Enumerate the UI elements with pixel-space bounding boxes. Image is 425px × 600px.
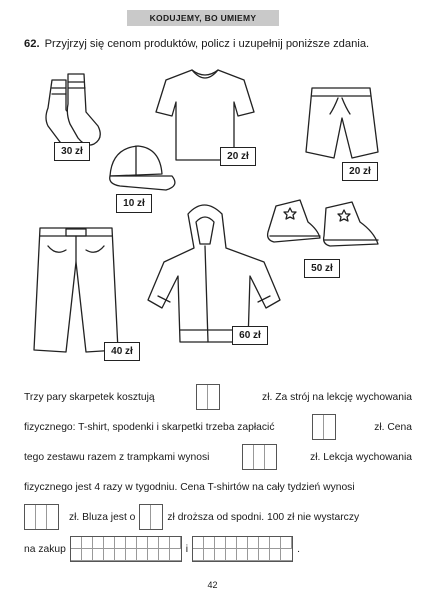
shorts-illustration bbox=[306, 88, 378, 158]
answer-box-pe-outfit[interactable] bbox=[312, 414, 336, 440]
text-fragment: zł. Cena bbox=[374, 421, 412, 433]
price-tag-sneakers: 50 zł bbox=[304, 259, 340, 278]
hoodie-illustration bbox=[148, 205, 280, 342]
price-tag-pants: 40 zł bbox=[104, 342, 140, 361]
paragraph-line-1 bbox=[24, 384, 412, 410]
text-fragment: i bbox=[185, 543, 189, 555]
page-number: 42 bbox=[207, 580, 218, 590]
task-text: Przyjrzyj się cenom produktów, policz i uzupełnij poniższe zdania. bbox=[44, 38, 370, 50]
price-tag-socks: 30 zł bbox=[54, 142, 90, 161]
text-fragment: fizycznego jest 4 razy w tygodniu. Cena T-shirtów na cały tydzień wynosi bbox=[24, 481, 355, 493]
text-fragment: zł. Bluza jest o bbox=[69, 511, 136, 523]
price-tag-hoodie: 60 zł bbox=[232, 326, 268, 345]
paragraph-line-3 bbox=[24, 444, 412, 470]
task-number: 62. bbox=[24, 38, 40, 50]
paragraph-line-6 bbox=[24, 536, 412, 562]
text-fragment: tego zestawu razem z trampkami wynosi bbox=[24, 451, 210, 463]
answer-box-set-with-sneakers[interactable] bbox=[242, 444, 277, 470]
paragraph-line-5 bbox=[24, 504, 412, 530]
text-fragment: Trzy pary skarpetek kosztują bbox=[24, 391, 155, 403]
answer-grid-item-2[interactable] bbox=[192, 536, 293, 562]
answer-box-hoodie-difference[interactable] bbox=[139, 504, 163, 530]
answer-box-tshirts-week[interactable] bbox=[24, 504, 59, 530]
text-fragment: . bbox=[297, 543, 300, 555]
text-fragment: na zakup bbox=[24, 543, 66, 555]
paragraph-line-4 bbox=[24, 474, 412, 500]
text-fragment: zł droższa od spodni. 100 zł nie wystarczy bbox=[167, 511, 360, 523]
answer-box-socks-total[interactable] bbox=[196, 384, 220, 410]
price-tag-tshirt: 20 zł bbox=[220, 147, 256, 166]
text-fragment: fizycznego: T-shirt, spodenki i skarpetki trzeba zapłacić bbox=[24, 421, 275, 433]
answer-grid-item-1[interactable] bbox=[70, 536, 182, 562]
paragraph-line-2 bbox=[24, 414, 412, 440]
text-fragment: zł. Lekcja wychowania bbox=[310, 451, 412, 463]
sneakers-illustration bbox=[268, 200, 378, 246]
price-tag-cap: 10 zł bbox=[116, 194, 152, 213]
price-tag-shorts: 20 zł bbox=[342, 162, 378, 181]
text-fragment: zł. Za strój na lekcję wychowania bbox=[262, 391, 412, 403]
pants-illustration bbox=[34, 228, 118, 352]
cap-illustration bbox=[110, 146, 175, 190]
socks-illustration bbox=[46, 74, 100, 148]
section-header: KODUJEMY, BO UMIEMY bbox=[127, 10, 279, 26]
